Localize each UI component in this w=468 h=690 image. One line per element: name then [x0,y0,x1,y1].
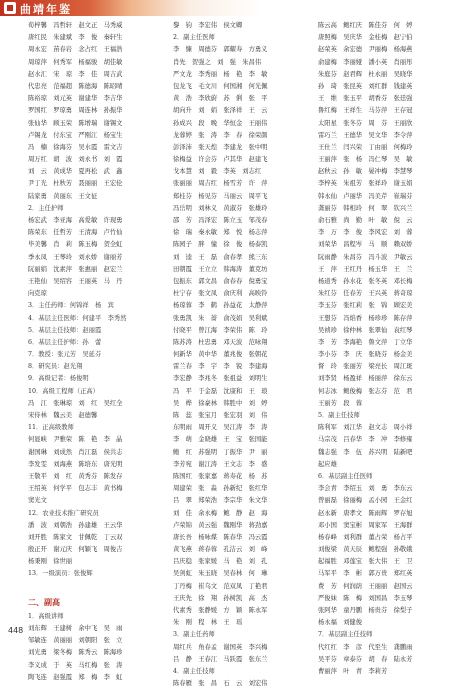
name-line: 陈 蕊 张宝月 张宏羽 刘 伟 [173,412,268,419]
name-line: 刘俊梁 黄天辰 鲍程强 孙敬娥 [318,546,413,554]
name-line: 魏志强 李 伍 苏兴明 陆新吧 [318,448,413,456]
name-line: 鲁红梅 王祥生 马芬萍 王存冠 [318,107,413,115]
name-line: 周永宏 苗春岩 念占红 王福浩 [28,46,123,54]
name-line: 朱 刚 程 林 王 瑶 [173,619,243,627]
name-line: 陈荣东 任哲芳 王清海 卢竹仙 [28,229,123,237]
name-line: 赵水汇 宋 琼 李 佳 周吉武 [28,70,123,78]
name-line: 杜宁存 张文凤 俞庆利 高映铃 [173,290,268,298]
name-line: 刘 云 黄成华 夏再松 武 鑫 [28,168,123,176]
name-line: 周万红 胡 波 刘永书 刘 霞 [28,156,123,164]
name-line: 周建荣 张 淼 孙新纪 张红华 [173,485,268,493]
section-heading: 8．研究员：赵光翔 [28,363,83,371]
name-line: 王 萍 王红丹 杨玉华 王 兰 [318,265,413,273]
name-line: 陈苏涛 杜忠勇 邓天波 范咏翔 [173,338,268,346]
name-line: 包振东 郭文昌 俞春春 倪勇宝 [173,277,268,285]
section-heading: 12．农业技术推广研究员 [28,509,99,517]
name-line: 代素秀 张静媛 方 颖 陈永军 [173,607,268,614]
name-line: 吴剑虹 朱玉晓 吴春林 何 琳 [173,570,268,578]
name-line: 冯 楠 徐海芬 吴水霞 雷文吉 [28,143,123,151]
name-line: 张阿华 童丹鹏 杨贵芬 徐梨子 [318,607,413,614]
name-line: 李梓英 朱祖芳 张祥玲 谢玉娟 [318,180,413,188]
section-heading: 13．一级演员：张俊辉 [28,570,93,578]
name-line: 杨秉刚 徐世丽 [28,558,73,566]
name-line: 季永凤 王琴玲 刘永娇 谢丽芳 [28,253,123,261]
name-line: 孙成兴 段 晚 华恒金 王丽伟 [173,119,268,127]
name-line: 冯岳明 刘林义 黄淑芬 张雄玲 [173,204,268,212]
name-line: 李会青 李绍玉 刘 勇 李东云 [318,485,413,493]
section-heading: 7．基层副主任技师 [318,631,373,639]
name-line: 彭泽沛 张天煌 李建龙 张中明 [173,143,268,151]
name-line: 曾丽磊 徐丽梅 孟小园 王金红 [318,497,413,505]
name-line: 俞石雅 尚 勤 叶 敏 倪 云 [318,217,413,224]
name-line: 龙蓉婷 张 涛 李 春 徐荣颜 [173,131,268,139]
section-heading: 6．基层副主任医师 [318,472,373,480]
name-line: 胡向升 刘 娟 张泽祥 王 云 [173,107,268,115]
name-line: 韩永仙 卢丽华 冯美芹 崔瑞芬 [318,192,413,200]
name-line: 何志冰 鲍俊梅 张志芬 范 君 [318,387,413,395]
name-line: 刘东辉 王建树 余中飞 吴 雨 [28,625,123,632]
name-line: 冯 平 于金磊 沈康和 王 琅 [173,387,268,395]
name-line: 费 芳 何润荫 王丽丽 赵国云 [318,582,413,590]
name-line: 戈本慧 刘 毅 李英 刘志红 [173,168,262,176]
yearbook-logo-icon [4,2,16,14]
name-line: 卢锡龙 付东宝 严刚江 杨宝生 [28,131,123,139]
name-line: 付晓平 曾江海 李荣伟 陈 玲 [173,326,268,334]
name-line: 赵永新 唐孝文 陈雨辉 罗存旭 [318,509,413,517]
name-line: 陈园子 胖 憧 徐 俊 杨泰凯 [173,241,268,249]
name-line: 刘开胜 陈家文 甘佩乾 丁云双 [28,533,123,541]
section-heading: 5．基层主任技师：赵丽霞 [28,326,102,334]
name-line: 卢荣锦 黄云强 魏刚华 蒋劲嘉 [173,521,268,529]
name-line: 唐长吾 杨咏煤 陈春华 冯云霞 [173,533,268,541]
name-line: 起福胜 邓莲宝 张大伟 王 卫 [318,558,413,566]
name-line: 刘荣华 昌程岑 马 顺 赖双娇 [318,241,413,249]
name-line: 杨永福 刘健俊 [318,619,363,627]
name-line: 黄飞燕 蒋春蓉 孔洁云 刘 峰 [173,546,268,554]
name-line: 唐红民 朱建斌 李 俊 秦轩生 [28,34,123,42]
name-line: 王庆先 徐 翔 孙树凯 高 杰 [173,594,268,602]
name-line: 太阳星 张冬芬 周 芬 王丽欣 [318,119,413,127]
section-heading: 4．基层主任医师：何建平 李秀然 [28,314,127,322]
name-line: 谢国琳 刘成然 肖江磊 侯共志 [28,448,123,456]
name-line: 雷兰春 李 宇 李 锐 李建海 [173,363,268,371]
name-line: 殷正开 谢元庆 何颖飞 周俊吉 [28,546,123,554]
name-line: 吕 静 王春江 马跃霞 张东兰 [173,655,268,663]
name-line: 鲍 红 苏强明 丁振华 尹 丽 [173,448,268,456]
name-line: 杨春峰 刘利群 董占荣 杨占平 [318,533,413,541]
name-line: 肖先 贺强之 刘 强 朱昌伟 [173,58,262,66]
section-heading: 10．高级工程师（正高） [28,387,99,395]
name-line: 杨琼蓉 李 鹤 孙益花 太静萍 [173,302,268,310]
column-right [318,20,458,675]
name-line: 李 芳 李海艳 鲁文萍 丁立华 [318,338,413,346]
name-line: 朱红芬 任春芳 王兴英 蒋奇琼 [318,290,413,298]
name-line: 赵秋云 孙 敏 晏冲梅 李慧琴 [318,168,413,176]
page-header [0,0,468,16]
name-line: 李芳宛 谢江涛 王文志 李 盛 [173,460,268,468]
column-left [28,20,168,681]
name-line: 陈春雁 张 昌 石 云 刘宏伟 [173,680,268,688]
name-line: 刘李贤 杨盈祥 杨丽萍 徐东云 [318,375,413,383]
name-line: 王艳仙 吴绍容 王丽英 马 丹 [28,277,123,285]
name-line: 邹敏连 黄丽丽 刘朝阳 张 立 [28,637,123,645]
section-heading: 9．高级记者：杨俊明 [28,375,89,383]
name-line: 黎 钧 李宏伟 侯文卿 [173,22,243,29]
name-line: 雷巧兰 王德华 吴文华 李令萍 [318,131,413,139]
name-line: 陈国红 张家嘉 蒋寿花 杨 苏 [173,472,268,480]
name-line: 张丽丽 周吉红 杨雪芳 许 萍 [173,180,268,188]
name-line: 吕庆稳 张家媛 马 艳 刘 孔 [173,558,268,566]
name-line: 徐梅益 许会芬 卢其华 赵建飞 [173,156,268,164]
page-body [28,20,458,688]
name-line: 马宗茂 吕春华 李 冲 李修雍 [318,436,413,444]
section-heading: 4．副主任技师 [173,667,215,675]
name-line: 赵荣英 余宏德 尹丽梅 杨海燕 [318,46,413,54]
name-line: 周琼萍 何秀军 杨福骏 胡佳敏 [28,58,123,66]
name-line: 李义成 于 英 马红梅 张 涛 [28,661,123,669]
name-line: 王仕兰 闫兴荣 丁由丽 何梅玲 [318,143,413,151]
name-line: 代红红 李 彦 代至生 龚鹏雨 [318,643,413,651]
section-heading: 5．副主任技师 [318,412,360,419]
section-heading: 6．基层主任护师：孙 蕾 [28,338,102,346]
name-line: 包龙飞 毛文川 何国湘 何光佩 [173,82,268,90]
name-line: 冯 江 张琳琼 刘 红 吴红全 [28,399,123,407]
name-line: 李 慷 周德芬 郭耀寿 方勇义 [173,46,268,54]
name-line: 张仙华 顾玉荣 陈增瑞 谢锡文 [28,119,123,127]
yearbook-title: 曲靖年鉴 [20,3,72,16]
name-line: 吕 翠 郑荣浩 李宗华 朱文华 [173,497,268,505]
name-line: 严文龙 李秀丽 杨 艳 李 敏 [173,70,268,78]
name-line: 吴祯珍 徐仲林 张翠仙 袁红琴 [318,326,413,334]
name-line: 宋侍林 魏云美 赵德馨 [28,412,98,419]
name-line: 马军平 李 彬 郭万贵 郑红英 [318,570,413,578]
column-middle [173,20,313,688]
name-line: 向克琼 [28,290,47,298]
name-line: 东明雨 周开义 吴江涛 李 涛 [173,424,268,432]
name-line: 王想芬 冯焰香 杨珍珍 陈存萍 [318,314,413,322]
name-line: 周红兵 角春孟 谢国英 李兴梅 [173,643,268,651]
name-line: 郑桂芬 杨见芬 马丽云 周平飞 [173,192,268,200]
name-line: 徐 瑞 秦永敏 郑 悦 杨志萍 [173,229,268,237]
name-line: 孙 琦 张昆英 刘红群 钱建英 [318,82,413,90]
name-line: 田朝霞 王立立 韩海涛 董克坊 [173,265,268,273]
category-heading: 二、副高 [28,596,60,607]
name-line: 刘光勇 梁冬梅 陈秀云 陈海珍 [28,649,123,657]
name-line: 陶飞连 赵强霞 郑 梅 李 虹 [28,673,123,681]
name-line: 李宏静 李兆冬 张祖益 刘明生 [173,375,268,383]
name-line: 起应雄 [318,460,337,468]
name-line: 阮雨静 朱昌芬 冯斗波 尹敏云 [318,253,413,261]
name-line: 刘 逵 王 磊 俞春孝 熊三东 [173,253,268,261]
name-line: 李玉芬 张红莉 张 锦 顾宏美 [318,302,413,310]
name-line [28,581,168,593]
section-heading: 2．主任护师 [28,204,64,212]
name-line: 张勇凯 朱 蔷 俞茂娟 吴利斌 [173,314,268,322]
name-line: 陆家勇 黄丽东 王文征 [28,192,98,200]
name-line: 唐照梅 吴庆华 金桂梅 赵宁伯 [318,34,413,42]
name-line: 何新华 黄中华 董兆俊 张朝花 [173,351,268,359]
name-line: 吴平芬 章泰芬 胡 春 陆永芳 [318,655,413,663]
page-number: 448 [8,626,24,635]
section-heading: 3．主任药师：何锦祥 杨 宾 [28,302,114,310]
name-line: 丁丹梅 崔乌文 范双凤 丁艳君 [173,582,268,590]
name-line: 朱庭芬 赵君辉 杜永丽 吴晓华 [318,70,413,78]
name-line: 王敬平 刘 红 黄秀芬 陈发存 [28,472,123,480]
name-line: 李 萌 金晓雄 王 宝 张国能 [173,436,268,444]
name-line: 何显峡 尹雅荣 陈 艳 李 晶 [28,436,123,444]
name-line: 王丽芳 段 蓉 [318,399,363,407]
name-line: 黄 浩 李欣蔚 苏 俐 张 平 [173,95,268,103]
section-heading: 1．高级讲师 [28,612,64,620]
name-line: 李发雯 刘海燕 陈培东 唐光明 [28,460,123,468]
name-line: 潘 波 刘朝浩 孙建雄 王云华 [28,521,123,529]
name-line: 督 玲 张丽芳 梁亮长 周江斑 [318,363,413,371]
name-line: 李小芬 李 庆 张晓芬 杨金美 [318,351,413,359]
name-line: 王 维 张玉平 胡香芬 张廷强 [318,95,413,103]
name-line: 陈云高 鲍红庆 陈佳芬 何 婷 [318,22,413,29]
name-line: 李 万 李 俊 李风宏 刘 蓉 [318,229,413,237]
name-line: 杨宏武 李亚海 高爱敏 许现勇 [28,217,123,224]
name-line: 邵 芳 冯泽宏 陈立玉 邹茂春 [173,217,268,224]
name-line: 吴 桦 徐豪林 韩胜中 刘 婷 [173,399,268,407]
name-line: 陈利军 刘江华 赵文志 周小祥 [318,424,413,432]
section-heading: 2．副主任医师 [173,34,215,42]
name-line: 邓小国 窦宝彬 周家军 王海群 [318,521,413,529]
name-line: 龚丽芬 韩相玲 何 翠 钦兴兰 [318,204,413,212]
name-line: 罗国红 罗琼勇 周连林 孙振华 [28,107,123,115]
section-heading: 3．副主任药师 [173,631,215,639]
name-line: 俞建梅 李丽娅 潘小英 肖丽彤 [318,58,413,66]
name-line: 荀梓馨 冯哲轩 赵文正 马秀威 [28,22,123,29]
name-line: 窦光文 [28,497,47,505]
name-line: 严俊妹 陈 梅 刘国昌 李玉琴 [318,594,413,602]
name-line: 毕美馨 肖 莉 陈玉梅 贺全虹 [28,241,123,249]
name-line: 陈裕琼 刘元英 谢建华 李吉华 [28,95,123,103]
name-line: 曹丽萍 叶 青 李莉芳 [318,667,388,675]
section-heading: 7．教授：张元芳 吴延芬 [28,351,102,359]
section-heading: 11．正高级教师 [28,424,74,432]
name-line: 王丽萍 张 杨 冯仁琴 吴 敏 [318,156,413,164]
name-line: 刘 佳 余永梅 鲍 静 赵 海 [173,509,268,517]
name-line: 尹丁光 杜秋芳 聂丽丽 王宏伦 [28,180,123,188]
name-line: 代忠亮 范福超 陈德海 陈昭晴 [28,82,123,90]
name-line: 王绍英 何学平 包志丰 黄书梅 [28,485,123,493]
name-line: 阮丽娟 沈素萍 张惠丽 赵宏兰 [28,265,123,273]
name-line: 杨道秀 孙水花 张冬英 邓长梅 [318,277,413,285]
